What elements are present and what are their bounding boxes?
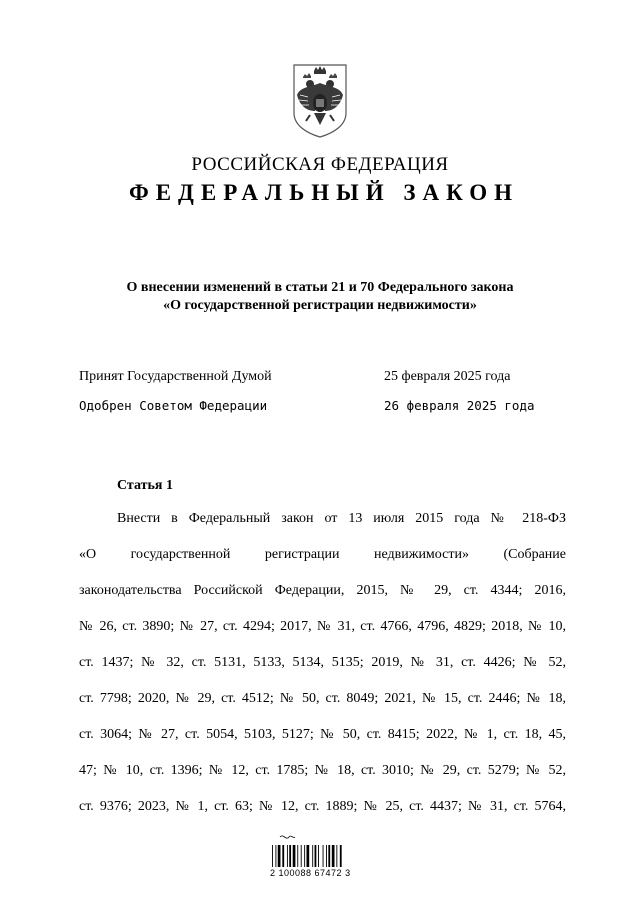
article-text-line: ст. 3064; № 27, ст. 5054, 5103, 5127; № 50, ст. 8415; 2022, № 1, ст. 18, 45,	[79, 727, 566, 742]
barcode-bar	[289, 845, 291, 867]
law-title-line-1: О внесении изменений в статьи 21 и 70 Федерального закона	[126, 280, 514, 295]
barcode-bar	[272, 845, 273, 867]
barcode-bar	[315, 845, 317, 867]
barcode-bar	[318, 845, 319, 867]
barcode-bar	[275, 845, 276, 867]
barcode-bar	[301, 845, 302, 867]
barcode-bar	[340, 845, 342, 867]
barcode-bar	[293, 845, 296, 867]
barcode-bar	[312, 845, 313, 867]
barcode-bar	[323, 845, 324, 867]
barcode-bar	[278, 845, 281, 867]
article-text-line: «О государственной регистрации недвижимости» (Собрание	[79, 547, 566, 562]
adopted-by-duma-label: Принят Государственной Думой	[79, 369, 272, 384]
law-title-line-2: «О государственной регистрации недвижимости»	[163, 298, 477, 313]
article-text-line: законодательства Российской Федерации, 2015, № 29, ст. 4344; 2016,	[79, 583, 566, 598]
article-text-line: Внести в Федеральный закон от 13 июля 2015 года № 218-ФЗ	[117, 511, 566, 526]
barcode-bar	[326, 845, 327, 867]
barcode-bar	[287, 845, 288, 867]
approved-by-council-label: Одобрен Советом Федерации	[79, 398, 268, 413]
article-text-line: ст. 7798; 2020, № 29, ст. 4512; № 50, ст. 8049; 2021, № 15, ст. 2446; № 18,	[79, 691, 566, 706]
article-text-line: ст. 1437; № 32, ст. 5131, 5133, 5134, 5135; 2019, № 31, ст. 4426; № 52,	[79, 655, 566, 670]
article-heading: Статья 1	[117, 478, 173, 493]
country-name: РОССИЙСКАЯ ФЕДЕРАЦИЯ	[191, 154, 449, 175]
barcode-bar	[297, 845, 298, 867]
barcode-bar	[307, 845, 310, 867]
barcode-number: 2 100088 67472 3	[270, 868, 351, 878]
barcode-bar	[336, 845, 337, 867]
document-type: ФЕДЕРАЛЬНЫЙ ЗАКОН	[128, 180, 520, 205]
article-text-line: № 26, ст. 3890; № 27, ст. 4294; 2017, № 31, ст. 4766, 4796, 4829; 2018, № 10,	[79, 619, 566, 634]
barcode-bar	[304, 845, 305, 867]
state-emblem-icon	[288, 61, 352, 139]
article-text-line: 47; № 10, ст. 1396; № 12, ст. 1785; № 18, ст. 3010; № 29, ст. 5279; № 52,	[79, 763, 566, 778]
article-text-line: ст. 9376; 2023, № 1, ст. 63; № 12, ст. 1889; № 25, ст. 4437; № 31, ст. 5764,	[79, 799, 566, 814]
barcode-bar	[282, 845, 284, 867]
adopted-date: 25 февраля 2025 года	[384, 369, 511, 384]
approved-date: 26 февраля 2025 года	[384, 398, 535, 413]
barcode-bar	[332, 845, 335, 867]
barcode-bar	[328, 845, 330, 867]
